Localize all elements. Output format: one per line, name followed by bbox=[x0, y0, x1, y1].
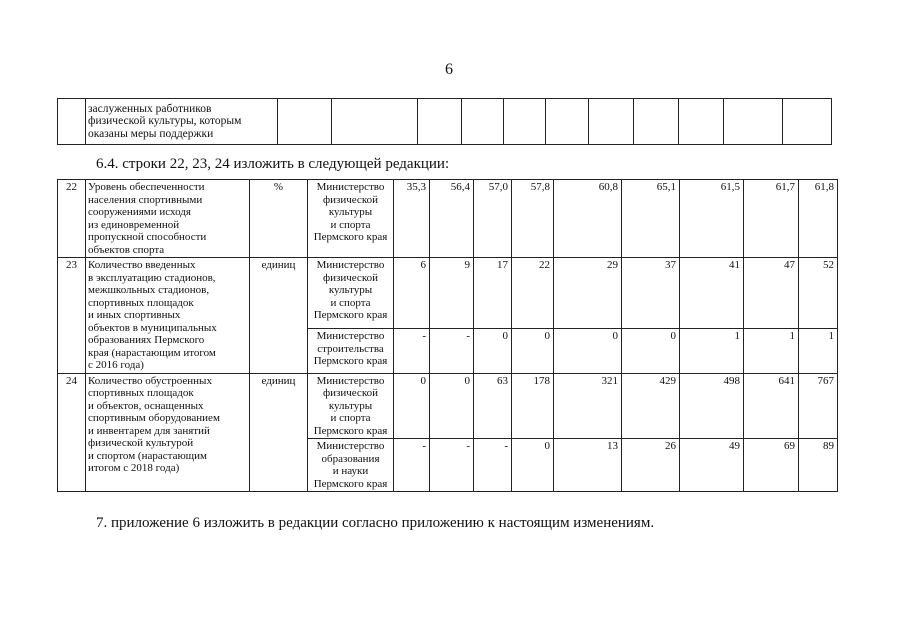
value-cell: 0 bbox=[512, 439, 554, 492]
value-cell: 69 bbox=[744, 439, 799, 492]
value-cell: 41 bbox=[680, 258, 744, 329]
value-cell: 29 bbox=[554, 258, 622, 329]
fragment-cell bbox=[418, 99, 462, 145]
value-cell: 47 bbox=[744, 258, 799, 329]
value-cell: 321 bbox=[554, 373, 622, 439]
fragment-cell bbox=[679, 99, 724, 145]
row-number: 22 bbox=[58, 180, 86, 258]
value-cell: 178 bbox=[512, 373, 554, 439]
fragment-description: заслуженных работников физической культуры, которым оказаны меры поддержки bbox=[86, 99, 278, 145]
table-row bbox=[58, 373, 838, 439]
value-cell: 641 bbox=[744, 373, 799, 439]
fragment-cell bbox=[462, 99, 504, 145]
value-cell: 1 bbox=[744, 329, 799, 373]
value-cell: - bbox=[394, 329, 430, 373]
value-cell: 57,0 bbox=[474, 180, 512, 258]
value-cell: 0 bbox=[622, 329, 680, 373]
unit-of-measure: единиц bbox=[250, 373, 308, 492]
responsible-ministry: Министерство физической культуры и спорта Пермского края bbox=[308, 258, 394, 329]
previous-table-fragment bbox=[57, 98, 832, 145]
indicators-table bbox=[57, 179, 838, 492]
value-cell: 61,5 bbox=[680, 180, 744, 258]
section-heading: 6.4. строки 22, 23, 24 изложить в следующей редакции: bbox=[96, 156, 450, 172]
value-cell: 22 bbox=[512, 258, 554, 329]
value-cell: 429 bbox=[622, 373, 680, 439]
value-cell: - bbox=[430, 329, 474, 373]
value-cell: 63 bbox=[474, 373, 512, 439]
fragment-num-cell bbox=[58, 99, 86, 145]
value-cell: 52 bbox=[799, 258, 838, 329]
value-cell: 0 bbox=[474, 329, 512, 373]
value-cell: - bbox=[474, 439, 512, 492]
unit-of-measure: единиц bbox=[250, 258, 308, 374]
value-cell: 9 bbox=[430, 258, 474, 329]
value-cell: 26 bbox=[622, 439, 680, 492]
value-cell: 0 bbox=[430, 373, 474, 439]
responsible-ministry: Министерство физической культуры и спорта Пермского края bbox=[308, 373, 394, 439]
value-cell: 57,8 bbox=[512, 180, 554, 258]
row-number: 24 bbox=[58, 373, 86, 492]
fragment-cell bbox=[504, 99, 546, 145]
value-cell: 17 bbox=[474, 258, 512, 329]
value-cell: 60,8 bbox=[554, 180, 622, 258]
value-cell: 37 bbox=[622, 258, 680, 329]
row-number: 23 bbox=[58, 258, 86, 374]
closing-paragraph: 7. приложение 6 изложить в редакции согласно приложению к настоящим изменениям. bbox=[96, 515, 655, 531]
value-cell: 1 bbox=[799, 329, 838, 373]
indicator-description: Количество обустроенных спортивных площадок и объектов, оснащенных спортивным оборудованием и инвентарем для занятий физической культурой и спортом (нарастающим итогом с 2018 года) bbox=[86, 373, 250, 492]
responsible-ministry: Министерство образования и науки Пермского края bbox=[308, 439, 394, 492]
value-cell: 767 bbox=[799, 373, 838, 439]
value-cell: 498 bbox=[680, 373, 744, 439]
value-cell: 65,1 bbox=[622, 180, 680, 258]
fragment-cell bbox=[589, 99, 634, 145]
fragment-cell bbox=[278, 99, 332, 145]
value-cell: - bbox=[394, 439, 430, 492]
value-cell: 0 bbox=[512, 329, 554, 373]
value-cell: 49 bbox=[680, 439, 744, 492]
fragment-cell bbox=[724, 99, 783, 145]
unit-of-measure: % bbox=[250, 180, 308, 258]
value-cell: 13 bbox=[554, 439, 622, 492]
table-row bbox=[58, 258, 838, 329]
indicator-description: Количество введенных в эксплуатацию стадионов, межшкольных стадионов, спортивных площадок и иных спортивных объектов в муниципальных образованиях Пермского края (нарастающим итогом с 2016 года) bbox=[86, 258, 250, 374]
value-cell: 89 bbox=[799, 439, 838, 492]
fragment-cell bbox=[783, 99, 832, 145]
value-cell: 0 bbox=[554, 329, 622, 373]
value-cell: - bbox=[430, 439, 474, 492]
fragment-cell bbox=[634, 99, 679, 145]
responsible-ministry: Министерство физической культуры и спорта Пермского края bbox=[308, 180, 394, 258]
value-cell: 56,4 bbox=[430, 180, 474, 258]
table-row bbox=[58, 180, 838, 258]
value-cell: 61,8 bbox=[799, 180, 838, 258]
value-cell: 35,3 bbox=[394, 180, 430, 258]
responsible-ministry: Министерство строительства Пермского края bbox=[308, 329, 394, 373]
value-cell: 6 bbox=[394, 258, 430, 329]
indicator-description: Уровень обеспеченности населения спортивными сооружениями исходя из единовременной пропускной способности объектов спорта bbox=[86, 180, 250, 258]
fragment-cell bbox=[332, 99, 418, 145]
value-cell: 61,7 bbox=[744, 180, 799, 258]
value-cell: 1 bbox=[680, 329, 744, 373]
page-number: 6 bbox=[445, 61, 453, 78]
value-cell: 0 bbox=[394, 373, 430, 439]
fragment-cell bbox=[546, 99, 589, 145]
